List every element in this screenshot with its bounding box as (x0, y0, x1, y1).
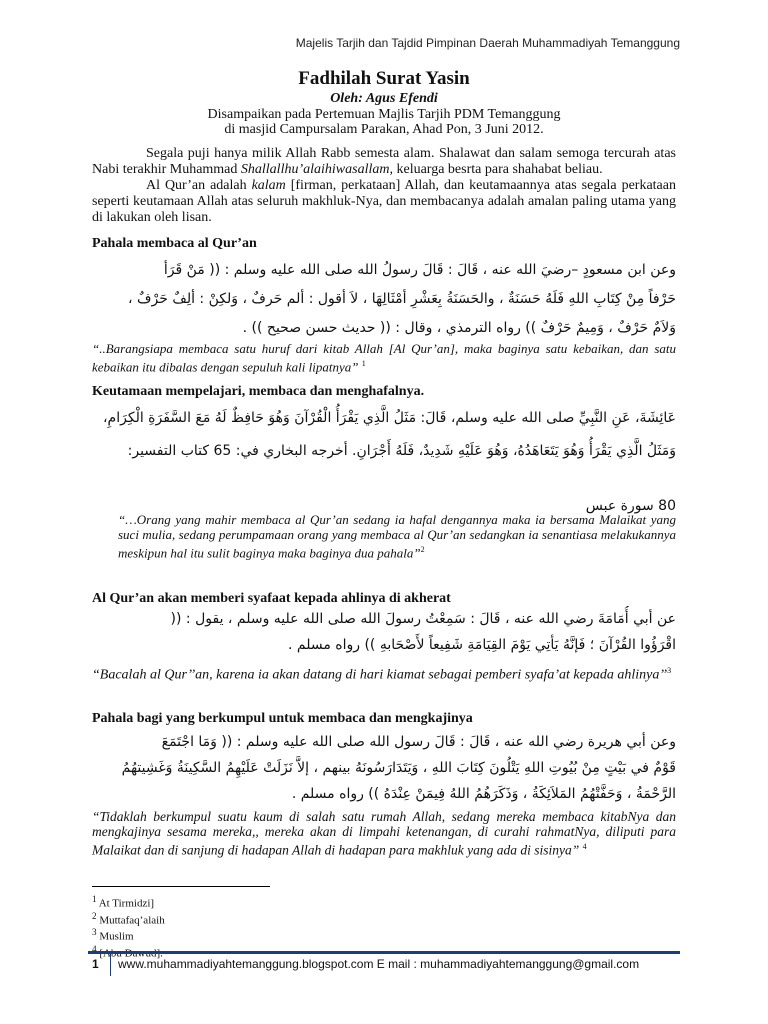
translation-text: “Tidaklah berkumpul suatu kaum di salah satu rumah Allah, sedang mereka membaca kitabNya dan mengkajinya sesama mereka,, mereka akan di limpahi ketenangan, di curahi rahmatNya, diliputi para Malaikat dan di sanjung di hadapan Allah di hadapan para makhluk yang ada di sisinya” (92, 809, 676, 858)
translation-text: “..Barangsiapa membaca satu huruf dari kitab Allah [Al Qur’an], maka baginya satu kebaikan, dan satu kebaikan itu dibalas dengan sepuluh kali lipatnya” (92, 341, 676, 375)
page-footer (88, 951, 680, 976)
footnote-text: [Abu Dawud]. (99, 947, 163, 960)
section-heading-2: Keutamaan mempelajari, membaca dan menghafalnya. (92, 384, 425, 399)
footnote-ref: 3 (667, 666, 672, 675)
footnote-mark: 3 (92, 927, 97, 938)
intro-text: [firman, perkataan] Allah, dan keutamaannya atas segala perkataan seperti keutamaan Allah atas seluruh makhluk-Nya, dan membacanya adalah amalan paling utama yang di lakukan oleh lisan. (92, 178, 676, 225)
arabic-line: وَمَثَلُ الَّذِي يَقْرَأُ وَهُوَ يَتَعَاهَدُهُ، وَهُوَ عَلَيْهِ شَدِيدٌ، فَلَهُ أَجْرَانِ. أخرجه البخاري في: 65 كتاب التفسير: (127, 443, 676, 459)
translation-4 (92, 809, 676, 858)
footnote-ref: 1 (361, 359, 366, 368)
section-heading-1: Pahala membaca al Qur’an (92, 236, 257, 251)
page-header: Majelis Tarjih dan Tajdid Pimpinan Daerah Muhammadiyah Temanggung (295, 36, 680, 50)
footnote-mark: 4 (92, 943, 97, 954)
footnote-divider (92, 886, 270, 887)
intro-section (92, 146, 676, 226)
footnote-mark: 1 (92, 894, 97, 904)
footnote-item (92, 926, 676, 943)
footnotes (92, 893, 676, 960)
intro-paragraph-2 (92, 178, 676, 226)
arabic-line: الرَّحْمَةُ ، وَحَفَّتْهُمُ المَلاَئِكَةُ ، وَذَكَرَهُمُ اللهُ فِيمَنْ عِنْدَهُ )) رواه مسلم . (291, 786, 676, 802)
translation-text: “Bacalah al Qur’’an, karena ia akan datang di hari kiamat sebagai pemberi syafa’at kepada ahlinya’’ (92, 667, 668, 683)
intro-text: Segala puji hanya milik Allah Rabb semesta alam. Shalawat dan salam semoga tercurah atas Nabi terakhir Muhammad (92, 146, 676, 177)
footnote-item (92, 893, 676, 910)
translation-1 (92, 341, 676, 374)
intro-text: Al Qur’an adalah (146, 178, 252, 193)
arabic-hadith-4 (92, 729, 676, 807)
arabic-line: وَلاَمٌ حَرْفٌ ، وَمِيمٌ حَرْفٌ )) رواه الترمذي ، وقال : (( حديث حسن صحيح )) . (242, 320, 676, 336)
arabic-line: عن أبي أُمَامَةَ رضي الله عنه ، قَالَ : سَمِعْتُ رسولَ الله صلى الله عليه وسلم ، يقول : (( (170, 611, 676, 627)
arabic-line: عَائِشَةَ، عَنِ النَّبِيِّ صلى الله عليه وسلم، قَالَ: مَثَلُ الَّذِي يَقْرَأُ الْقُرْآنَ وَهُوَ حَافِظٌ لَهُ مَعَ السَّفَرَةِ الْكِرَامِ، (103, 410, 676, 426)
arabic-line: حَرْفاً مِنْ كِتَابِ اللهِ فَلَهُ حَسَنَةٌ ، والحَسَنَةُ بِعَشْرِ أمْثَالِهَا ، لاَ أقول : ألم حَرفٌ ، وَلكِنْ : ألِفٌ حَرْفٌ ، (128, 291, 676, 307)
footer-separator (110, 954, 111, 976)
footnote-text: At Tirmidzi] (98, 897, 155, 910)
section-heading-4: Pahala bagi yang berkumpul untuk membaca dan mengkajinya (92, 711, 473, 726)
footnote-mark: 2 (92, 910, 97, 921)
arabic-line: وعن أبي هريرة رضي الله عنه ، قَالَ : قَالَ رسول الله صلى الله عليه وسلم : (( وَمَا اجْتَمَعَ (161, 734, 676, 750)
page-number: 1 (92, 957, 99, 971)
arabic-line: وعن ابن مسعودٍ –رضيَ الله عنه ، قَالَ : قَالَ رسولُ الله صلى الله عليه وسلم : (( مَنْ قَرَأ (163, 262, 676, 278)
subtitle-event: Disampaikan pada Pertemuan Majlis Tarjih PDM Temanggung (207, 107, 561, 122)
arabic-hadith-1 (92, 256, 676, 343)
arabic-hadith-2 (92, 402, 676, 523)
footnote-item (92, 910, 676, 927)
intro-paragraph-1 (92, 146, 676, 178)
subtitle-place-date: di masjid Campursalam Parakan, Ahad Pon, 3 Juni 2012. (224, 122, 544, 137)
intro-salawat: Shallallhu’alaihiwasallam, (240, 162, 393, 177)
footnote-text: Muttafaq’alaih (99, 914, 165, 927)
arabic-line: اقْرَؤُوا القُرْآنَ ؛ فَإنَّهُ يَأتِي يَوْمَ القِيَامَةِ شَفِيعاً لأَصْحَابهِ )) رواه مسلم . (287, 637, 676, 653)
title-block (92, 68, 676, 137)
translation-2 (118, 512, 676, 560)
footnote-ref: 2 (420, 545, 425, 554)
intro-kalam: kalam (251, 178, 286, 193)
footnote-ref: 4 (582, 842, 587, 851)
page-title: Fadhilah Surat Yasin (298, 68, 470, 89)
translation-3 (92, 663, 676, 683)
arabic-line: قَوْمٌ في بَيْتٍ مِنْ بُيُوتِ اللهِ يَتْلُونَ كِتَابَ اللهِ ، وَيَتَدَارَسُونَهُ بينهم ، إلاَّ نَزَلَتْ عَلَيْهِمُ السَّكِينَةُ وَغَشِيتهُمُ (121, 760, 676, 776)
author-line: Oleh: Agus Efendi (330, 91, 438, 106)
translation-text: “…Orang yang mahir membaca al Qur’an sedang ia hafal dengannya maka ia bersama Malaikat yang suci mulia, sedang perumpamaan orang yang membaca al Qur’an sedangkan ia senantiasa melakukannya meskipun hal itu sulit baginya maka baginya dua pahala” (118, 512, 676, 561)
footnote-text: Muslim (99, 930, 134, 943)
arabic-line: 80 سورة عبس (585, 498, 676, 514)
section-heading-3: Al Qur’an akan memberi syafaat kepada ahlinya di akherat (92, 591, 451, 606)
footer-contact: www.muhammadiyahtemanggung.blogspot.com E mail : muhammadiyahtemanggung@gmail.com (118, 957, 640, 971)
intro-text: keluarga besrta para shahabat beliau. (392, 162, 603, 177)
arabic-hadith-3 (92, 606, 676, 658)
